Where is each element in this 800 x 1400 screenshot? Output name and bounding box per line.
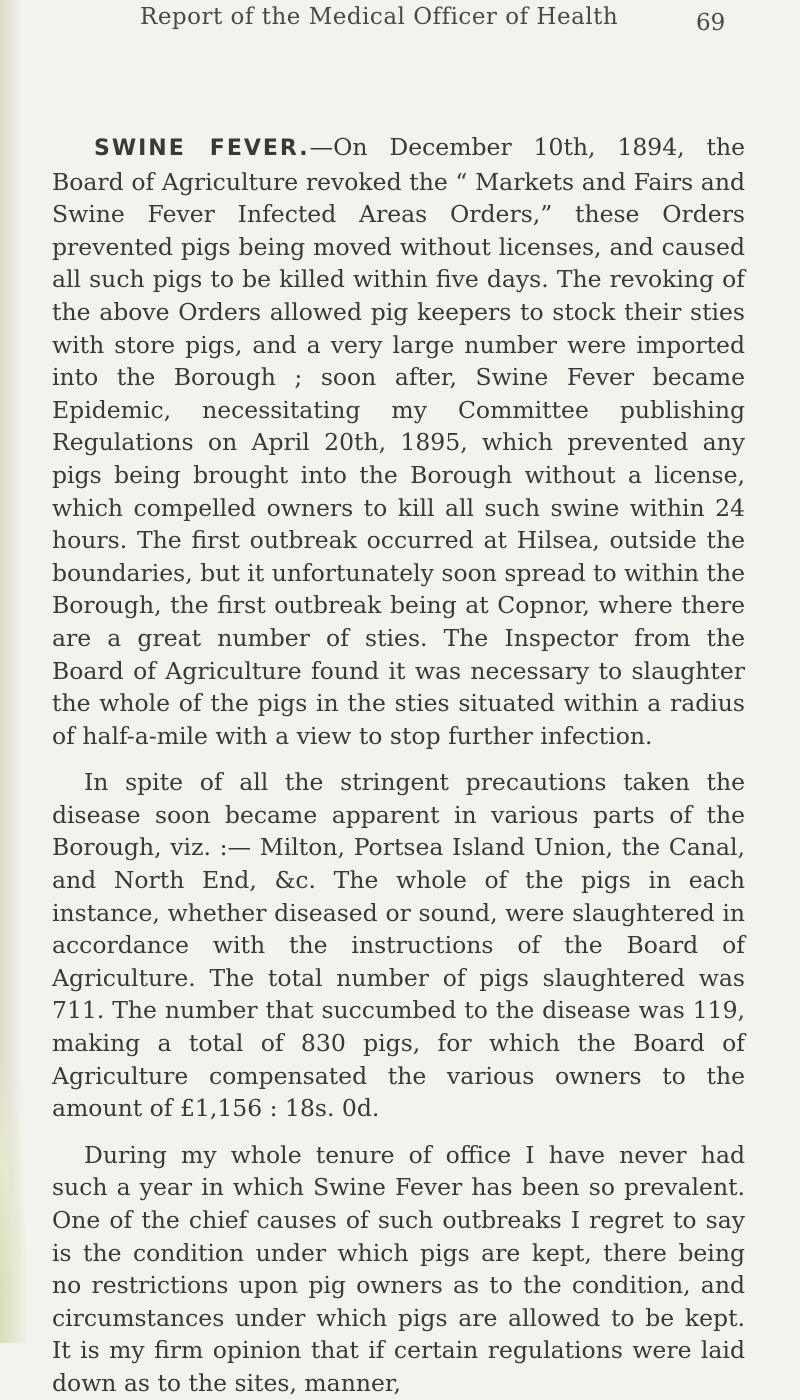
paragraph-3: During my whole tenure of office I have never had such a year in which Swine Fever has been so prevalent. One of the chief causes of such outbreaks I regret to say is the condition under which pigs are kept, there being no restrictions upon pig owners as to the condition, and circumstances under which pigs are allowed to be kept. It is my firm opinion that if certain regulations were laid down as to the sites, manner, [52, 1140, 745, 1397]
paragraph-1-text: —On December 10th, 1894, the Board of Agriculture revoked the “ Markets and Fairs and Swine Fever Infected Areas Orders,” these Orders prevented pigs being moved without licenses, and caused all such pigs to be killed within five days. The revoking of the above Orders allowed pig keepers to stock their sties with store pigs, and a very large number were imported into the Borough ; soon after, Swine Fever became Epidemic, necessitating my Committee publishing Regulations on April 20th, 1895, which prevented any pigs being brought into the Borough without a license, which compelled owners to kill all such swine within 24 hours. The first outbreak occurred at Hilsea, outside the boundaries, but it unfortunately soon spread to within the Borough, the first outbreak being at Copnor, where there are a great number of sties. The Inspector from the Board of Agriculture found it was necessary to slaughter the whole of the pigs in the sties situated within a radius of half-a-mile with a view to stop further infection. [52, 133, 746, 750]
page-number: 69 [696, 10, 726, 36]
page-body [52, 131, 745, 1400]
page-stain [0, 1043, 26, 1343]
running-head: Report of the Medical Officer of Health [140, 4, 619, 30]
section-heading: SWINE FEVER. [94, 136, 310, 161]
paragraph-1 [52, 131, 745, 752]
paragraph-2: In spite of all the stringent precautions taken the disease soon became apparent in various parts of the Borough, viz. :— Milton, Portsea Island Union, the Canal, and North End, &c. The whole of the pigs in each instance, whether diseased or sound, were slaughtered in accordance with the instructions of the Board of Agriculture. The total number of pigs slaughtered was 711. The number that succumbed to the disease was 119, making a total of 830 pigs, for which the Board of Agriculture compensated the various owners to the amount of £1,156 : 18s. 0d. [52, 768, 745, 1123]
